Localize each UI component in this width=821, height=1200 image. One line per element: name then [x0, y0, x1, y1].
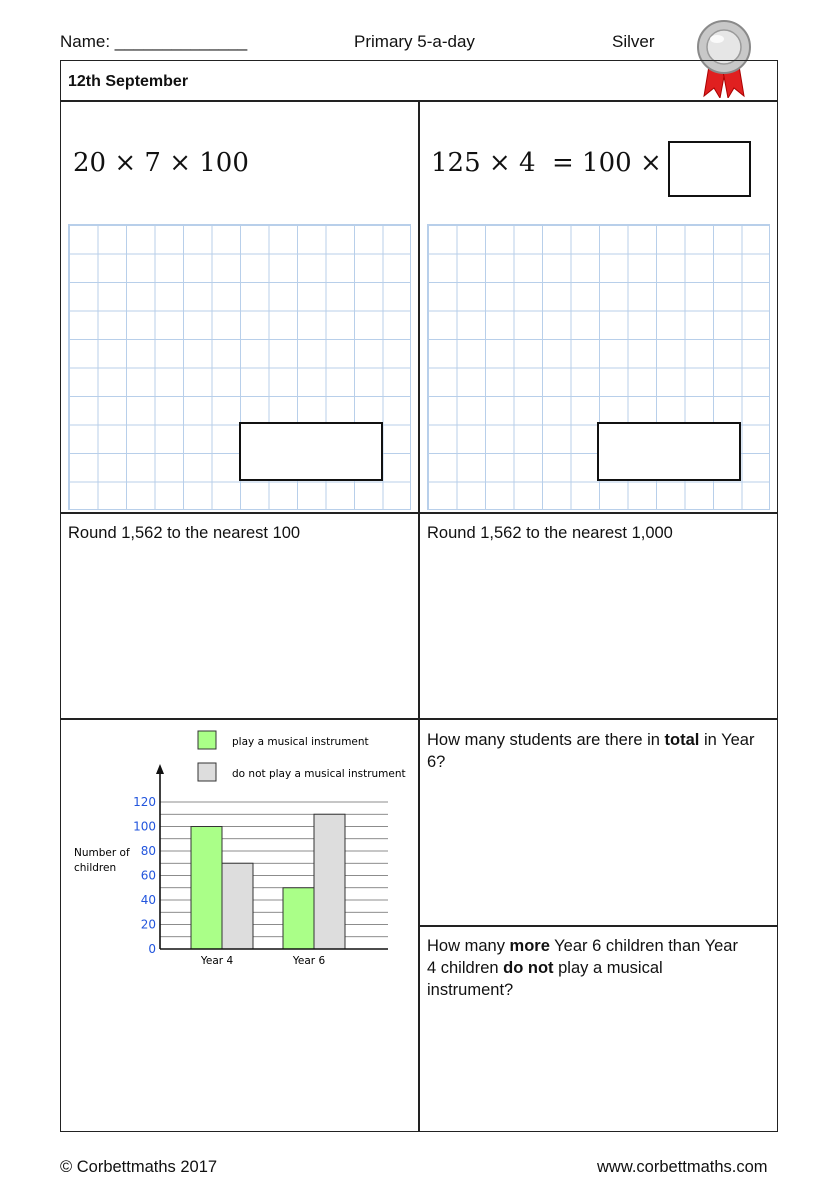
y-tick-label: 40 [140, 893, 156, 907]
level-label: Silver [612, 32, 655, 51]
name-label: Name: ______________ [60, 32, 248, 51]
q2-expression: 125 × 4 = 100 × [431, 148, 662, 178]
q6-emphasis: more [509, 937, 550, 955]
y-tick-label: 60 [140, 868, 156, 883]
bar-chart [62, 722, 416, 972]
q6-text-part: play a musical instrument? [427, 959, 663, 999]
bar-year-6-series-1 [314, 814, 345, 949]
legend-swatch-play [198, 731, 216, 749]
q5-text-part: How many students are there in [427, 731, 665, 749]
legend-label-play: play a musical instrument [232, 736, 369, 748]
y-tick-label: 100 [133, 819, 156, 834]
q1-answer-box[interactable] [239, 422, 383, 481]
y-axis-label: children [74, 862, 117, 874]
legend-swatch-not-play [198, 763, 216, 781]
q6-text-part: Year 6 children than Year 4 children [427, 937, 738, 977]
legend-label-not-play: do not play a musical instrument [232, 768, 406, 780]
q5-text [427, 729, 767, 773]
bar-year-6-series-0 [283, 888, 314, 949]
y-axis-arrow-icon [156, 764, 164, 774]
q6-emphasis: do not [503, 959, 554, 977]
y-tick-label: 0 [148, 942, 156, 956]
divider [418, 100, 420, 1132]
q2-answer-box[interactable] [597, 422, 741, 481]
y-tick-label: 120 [133, 795, 156, 809]
divider [419, 925, 778, 927]
bar-year-4-series-1 [222, 863, 253, 949]
worksheet-date: 12th September [68, 73, 189, 90]
q5-text-part: in Year 6? [427, 731, 755, 771]
copyright: © Corbettmaths 2017 [60, 1158, 218, 1176]
q5-emphasis: total [664, 731, 700, 749]
q4-text: Round 1,562 to the nearest 1,000 [427, 524, 673, 542]
website-link[interactable]: www.corbettmaths.com [597, 1158, 768, 1176]
x-tick-label: Year 4 [200, 955, 234, 967]
bar-year-4-series-0 [191, 827, 222, 950]
y-tick-label: 80 [140, 844, 156, 858]
y-tick-label: 20 [140, 917, 156, 932]
worksheet-title: Primary 5-a-day [354, 32, 475, 51]
q3-text: Round 1,562 to the nearest 100 [68, 524, 301, 542]
x-tick-label: Year 6 [292, 955, 326, 967]
q6-text [427, 935, 747, 1001]
q2-blank-box[interactable] [668, 141, 751, 197]
y-axis-label: Number of [74, 847, 130, 859]
q1-expression: 20 × 7 × 100 [73, 148, 249, 178]
q6-text-part: How many [427, 937, 510, 955]
